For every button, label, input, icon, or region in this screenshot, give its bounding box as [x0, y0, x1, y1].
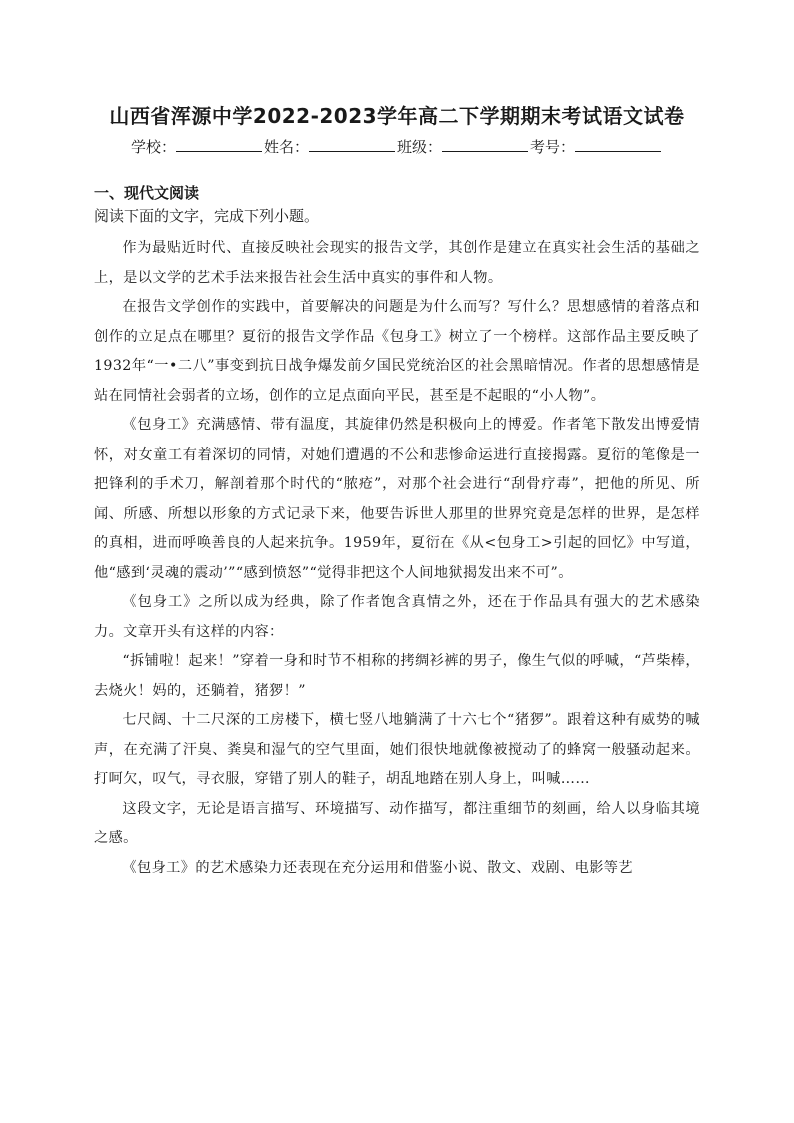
passage-paragraph: 在报告文学创作的实践中，首要解决的问题是为什么而写？写什么？思想感情的着落点和创作的立足点在哪里？夏衍的报告文学作品《包身工》树立了一个榜样。这部作品主要反映了1932年“一•二八”事变到抗日战争爆发前夕国民党统治区的社会黑暗情况。作者的思想感情是站在同情社会弱者的立场，创作的立足点面向平民，甚至是不起眼的“小人物”。 — [94, 299, 700, 404]
name-blank — [309, 137, 395, 152]
school-blank — [176, 137, 262, 152]
reading-passage — [94, 234, 700, 883]
passage-paragraph: 作为最贴近时代、直接反映社会现实的报告文学，其创作是建立在真实社会生活的基础之上，是以文学的艺术手法来报告社会生活中真实的事件和人物。 — [94, 240, 700, 286]
exam-number-blank — [575, 137, 661, 152]
passage-quote-paragraph: “拆铺啦！起来！”穿着一身和时节不相称的拷绸衫裤的男子，像生气似的呼喊，“芦柴棒，去烧火！妈的，还躺着，猪猡！” — [94, 653, 700, 699]
class-label: 班级： — [397, 138, 443, 156]
school-label: 学校： — [130, 138, 176, 156]
passage-quote-paragraph: 七尺阔、十二尺深的工房楼下，横七竖八地躺满了十六七个“猪猡”。跟着这种有威势的喊声，在充满了汗臭、粪臭和湿气的空气里面，她们很快地就像被搅动了的蜂窝一般骚动起来。打呵欠，叹气，寻衣服，穿错了别人的鞋子，胡乱地踏在别人身上，叫喊…… — [94, 712, 700, 787]
section-instruction: 阅读下面的文字，完成下列小题。 — [94, 207, 320, 225]
exam-number-label: 考号： — [530, 138, 576, 156]
student-info-line — [0, 136, 794, 157]
exam-title: 山西省浑源中学2022-2023学年高二下学期期末考试语文试卷 — [109, 104, 685, 128]
class-blank — [442, 137, 528, 152]
passage-paragraph: 《包身工》充满感情、带有温度，其旋律仍然是积极向上的博爱。作者笔下散发出博爱情怀，对女童工有着深切的同情，对她们遭遇的不公和悲惨命运进行直接揭露。夏衍的笔像是一把锋利的手术刀，解剖着那个时代的“脓疮”，对那个社会进行“刮骨疗毒”，把他的所见、所闻、所感、所想以形象的方式记录下来，他要告诉世人那里的世界究竟是怎样的世界，是怎样的真相，进而呼唤善良的人起来抗争。1959年，夏衍在《从<包身工>引起的回忆》中写道，他“感到‘灵魂的震动’”“感到愤怒”“觉得非把这个人间地狱揭发出来不可”。 — [94, 417, 700, 581]
passage-paragraph: 《包身工》的艺术感染力还表现在充分运用和借鉴小说、散文、戏剧、电影等艺 — [122, 859, 633, 876]
section-heading: 一、现代文阅读 — [94, 184, 200, 202]
passage-paragraph: 《包身工》之所以成为经典，除了作者饱含真情之外，还在于作品具有强大的艺术感染力。文章开头有这样的内容： — [94, 594, 700, 640]
name-label: 姓名： — [263, 138, 309, 156]
passage-paragraph: 这段文字，无论是语言描写、环境描写、动作描写，都注重细节的刻画，给人以身临其境之感。 — [94, 800, 700, 846]
